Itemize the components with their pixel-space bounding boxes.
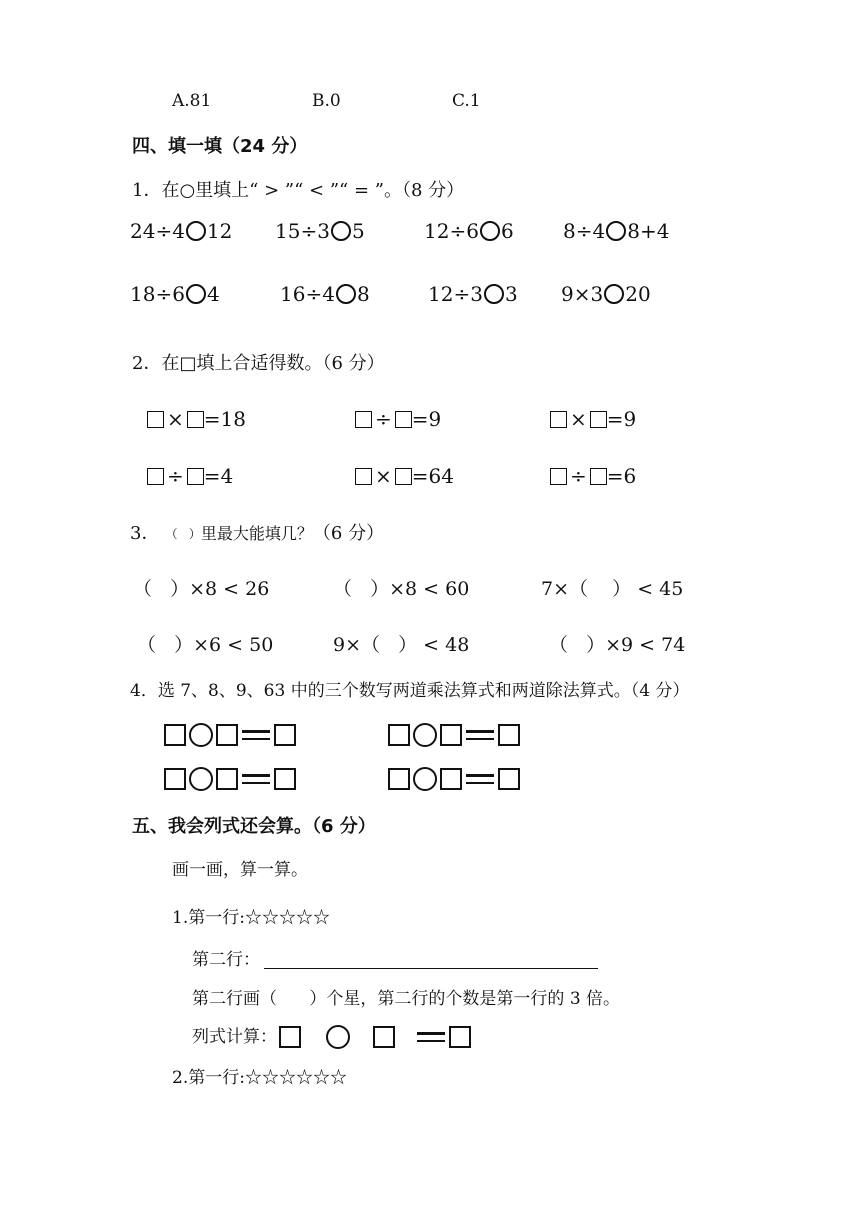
section5-intro: 画一画，算一算。 — [172, 860, 308, 880]
q3-item: （ ）×8 < 60 — [333, 578, 470, 600]
answer-box[interactable] — [550, 411, 567, 428]
q4-equation — [388, 723, 520, 747]
q1-title: 1．在○里填上“ > ”“ < ”“ = ”。（8 分） — [132, 180, 465, 201]
item1-row3: 第二行画（ ）个星，第二行的个数是第一行的 3 倍。 — [192, 989, 621, 1009]
q4-title: 4．选 7、8、9、63 中的三个数写两道乘法算式和两道除法算式。（4 分） — [130, 681, 690, 701]
answer-box[interactable] — [164, 768, 186, 790]
operator-circle[interactable] — [413, 767, 437, 791]
answer-box[interactable] — [216, 724, 238, 746]
option-a: A.81 — [172, 91, 212, 111]
answer-circle[interactable] — [186, 221, 206, 241]
q1-item: 12÷6 6 — [424, 219, 514, 243]
answer-circle[interactable] — [336, 284, 356, 304]
operator-circle[interactable] — [189, 767, 213, 791]
q4-equation — [164, 723, 296, 747]
answer-box[interactable] — [216, 768, 238, 790]
answer-box[interactable] — [590, 411, 607, 428]
answer-box[interactable] — [274, 724, 296, 746]
q1-item: 12÷3 3 — [428, 282, 518, 306]
answer-box[interactable] — [498, 724, 520, 746]
answer-box[interactable] — [187, 468, 204, 485]
q4-equation — [164, 767, 296, 791]
answer-circle[interactable] — [604, 284, 624, 304]
section4-title: 四、填一填（24 分） — [132, 136, 308, 157]
answer-box[interactable] — [164, 724, 186, 746]
answer-box[interactable] — [147, 468, 164, 485]
equals-sign — [466, 729, 494, 741]
answer-box[interactable] — [590, 468, 607, 485]
answer-box[interactable] — [550, 468, 567, 485]
answer-box[interactable] — [395, 468, 412, 485]
answer-circle[interactable] — [480, 221, 500, 241]
q3-item: 7×（ ） < 45 — [541, 578, 684, 600]
q2-item: ÷ =4 — [147, 466, 233, 486]
q3-item: （ ）×6 < 50 — [137, 634, 274, 656]
answer-box[interactable] — [388, 724, 410, 746]
answer-box[interactable] — [279, 1026, 301, 1048]
operator-circle[interactable] — [413, 723, 437, 747]
answer-box[interactable] — [498, 768, 520, 790]
item1-row1: 1.第一行:☆☆☆☆☆ — [172, 908, 330, 928]
answer-box[interactable] — [373, 1026, 395, 1048]
option-b: B.0 — [312, 91, 341, 111]
operator-circle[interactable] — [326, 1025, 350, 1049]
q3-item: 9×（ ） < 48 — [333, 634, 470, 656]
answer-circle[interactable] — [186, 284, 206, 304]
item1-row4: 列式计算： — [192, 1025, 471, 1049]
q1-item: 18÷6 4 — [130, 282, 220, 306]
equals-sign — [466, 773, 494, 785]
answer-box[interactable] — [187, 411, 204, 428]
equals-sign — [417, 1031, 445, 1043]
answer-box[interactable] — [355, 411, 372, 428]
answer-box[interactable] — [388, 768, 410, 790]
q3-item: （ ）×8 < 26 — [133, 578, 270, 600]
item1-row2: 第二行： — [192, 952, 598, 969]
option-c: C.1 — [452, 91, 481, 111]
q2-item: × =9 — [550, 409, 636, 429]
equals-sign — [242, 729, 270, 741]
section5-title: 五、我会列式还会算。（6 分） — [132, 816, 376, 837]
answer-line[interactable] — [264, 952, 598, 969]
q2-item: × =64 — [355, 466, 454, 486]
equals-sign — [242, 773, 270, 785]
answer-box[interactable] — [449, 1026, 471, 1048]
q2-item: ÷ =9 — [355, 409, 441, 429]
answer-box[interactable] — [395, 411, 412, 428]
answer-box[interactable] — [274, 768, 296, 790]
operator-circle[interactable] — [189, 723, 213, 747]
q2-title: 2．在□填上合适得数。（6 分） — [132, 353, 385, 374]
answer-box[interactable] — [355, 468, 372, 485]
answer-box[interactable] — [440, 724, 462, 746]
q1-item: 16÷4 8 — [280, 282, 370, 306]
q1-item: 8÷4 8+4 — [563, 219, 670, 243]
answer-circle[interactable] — [606, 221, 626, 241]
q3-item: （ ）×9 < 74 — [549, 634, 686, 656]
q2-item: × =18 — [147, 409, 246, 429]
q1-item: 24÷4 12 — [130, 219, 233, 243]
q2-item: ÷ =6 — [550, 466, 636, 486]
item2-row1: 2.第一行:☆☆☆☆☆☆ — [172, 1068, 347, 1088]
q1-item: 9×3 20 — [561, 282, 651, 306]
answer-circle[interactable] — [484, 284, 504, 304]
q3-title: 3． （ ） 里最大能填几？ （6 分） — [130, 523, 385, 544]
answer-box[interactable] — [440, 768, 462, 790]
q4-equation — [388, 767, 520, 791]
answer-box[interactable] — [147, 411, 164, 428]
q1-item: 15÷3 5 — [275, 219, 365, 243]
answer-circle[interactable] — [331, 221, 351, 241]
